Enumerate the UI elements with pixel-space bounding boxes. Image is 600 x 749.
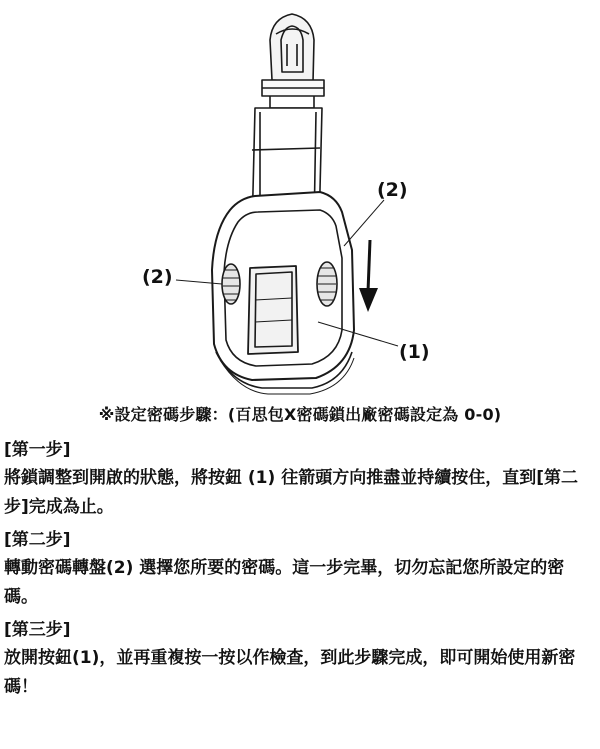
step-3 — [4, 616, 596, 702]
step-2 — [4, 526, 596, 612]
callout-label-1: (1) — [399, 341, 430, 363]
down-arrow-icon — [359, 240, 378, 312]
step-1 — [4, 436, 596, 522]
step-body: 將鎖調整到開啟的狀態，將按鈕 (1) 往箭頭方向推盡並持續按住，直到[第二步]完成為止。 — [4, 468, 578, 517]
setup-note: ※設定密碼步驟：(百思包X密碼鎖出廠密碼設定為 0-0) — [98, 405, 502, 424]
step-title: [第三步] — [4, 620, 71, 640]
callout-label-2-left: (2) — [142, 266, 173, 288]
step-body: 放開按鈕(1)，並再重複按一按以作檢查，到此步驟完成，即可開始使用新密碼！ — [4, 648, 576, 697]
steps-section — [4, 436, 596, 706]
step-title: [第一步] — [4, 440, 71, 460]
callout-label-2-right: (2) — [377, 179, 408, 201]
step-title: [第二步] — [4, 530, 71, 550]
step-body: 轉動密碼轉盤(2) 選擇您所要的密碼。這一步完畢，切勿忘記您所設定的密碼。 — [4, 558, 565, 607]
